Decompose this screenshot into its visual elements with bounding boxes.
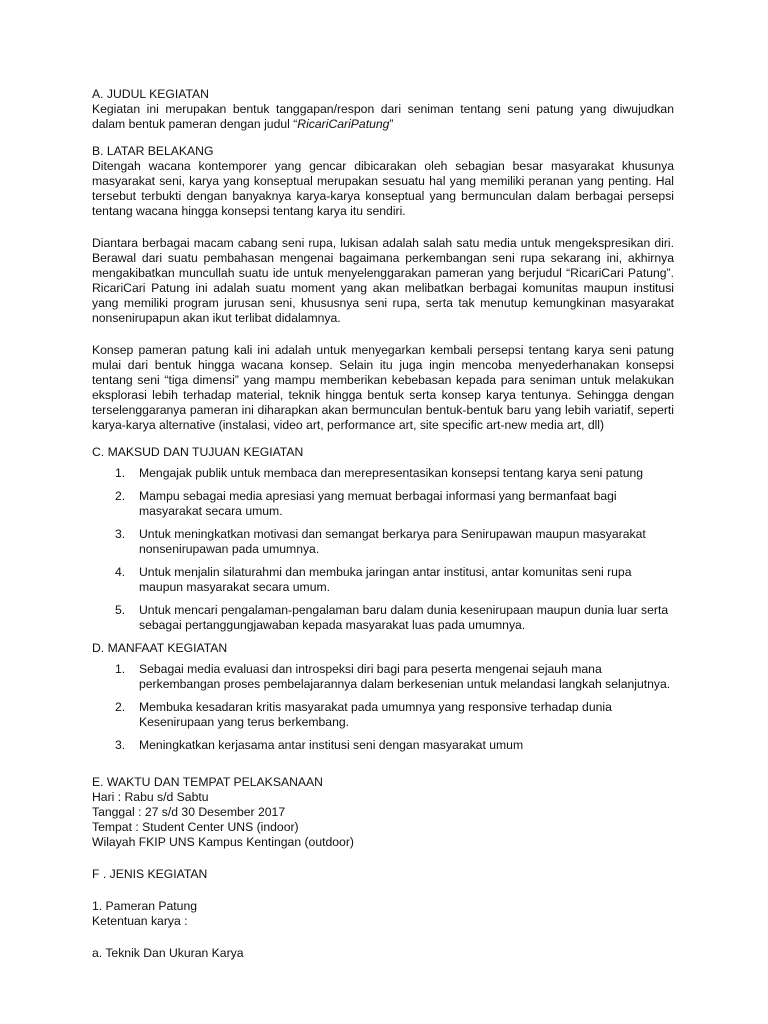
list-item bbox=[92, 700, 674, 730]
list-number: 5. bbox=[115, 603, 126, 617]
list-item bbox=[92, 738, 674, 753]
section-b-paragraph-3: Konsep pameran patung kali ini adalah untuk menyegarkan kembali persepsi tentang karya seni patung mulai dari bentuk hingga wacana konsep. Selain itu juga ingin mencoba menyederhanakan konsepsi tentang seni “tiga dimensi” yang mampu memberikan kebebasan kepada para seniman untuk melakukan eksplorasi lebih terhadap material, teknik hingga bentuk serta konsep karya tentunya. Sehingga dengan terselenggaranya pameran ini diharapkan akan bermunculan bentuk-bentuk baru yang lebih variatif, seperti karya-karya alternative (instalasi, video art, performance art, site specific art-new media art, dll) bbox=[92, 343, 674, 432]
list-number: 2. bbox=[115, 489, 126, 503]
activity-title: 1. Pameran Patung bbox=[92, 899, 198, 913]
activity-sub-a: a. Teknik Dan Ukuran Karya bbox=[92, 946, 244, 960]
list-text: Mengajak publik untuk membaca dan merepresentasikan konsepsi tentang karya seni patung bbox=[139, 466, 644, 480]
section-d-heading: D. MANFAAT KEGIATAN bbox=[92, 641, 228, 655]
list-item bbox=[92, 603, 674, 633]
section-b-heading: B. LATAR BELAKANG bbox=[92, 144, 214, 158]
list-number: 3. bbox=[115, 527, 126, 541]
section-a-text-end: ” bbox=[389, 117, 394, 131]
list-text: Untuk menjalin silaturahmi dan membuka jaringan antar institusi, antar komunitas seni rupa maupun masyarakat secara umum. bbox=[139, 565, 632, 594]
list-number: 2. bbox=[115, 700, 126, 714]
section-b-paragraph-1: Ditengah wacana kontemporer yang gencar dibicarakan oleh sebagian besar masyarakat khusunya masyarakat seni, karya yang konseptual merupakan sesuatu hal yang memiliki peranan yang penting. Hal tersebut terbukti dengan banyaknya karya-karya konseptual yang bermunculan dalam berbagai persepsi tentang wacana hingga konsepsi tentang karya itu sendiri. bbox=[92, 159, 674, 218]
list-number: 1. bbox=[115, 662, 126, 676]
schedule-area: Wilayah FKIP UNS Kampus Kentingan (outdoor) bbox=[92, 835, 354, 849]
section-a-heading: A. JUDUL KEGIATAN bbox=[92, 87, 209, 101]
schedule-place: Tempat : Student Center UNS (indoor) bbox=[92, 820, 299, 834]
list-item bbox=[92, 466, 674, 481]
section-b-paragraph-2: Diantara berbagai macam cabang seni rupa, lukisan adalah salah satu media untuk mengekspresikan diri. Berawal dari suatu pembahasan mengenai bagaimana perkembangan seni rupa sekarang ini, akhirnya mengakibatkan muncullah suatu ide untuk menyelenggarakan pameran yang berjudul “RicariCari Patung”. RicariCari Patung ini adalah suatu moment yang akan melibatkan berbagai komunitas maupun institusi yang memiliki program jurusan seni, khususnya seni rupa, serta tak menutup kemungkinan masyarakat nonsenirupapun akan ikut terlibat didalamnya. bbox=[92, 236, 674, 325]
list-number: 4. bbox=[115, 565, 126, 579]
schedule-date: Tanggal : 27 s/d 30 Desember 2017 bbox=[92, 805, 286, 819]
section-a-paragraph bbox=[92, 102, 674, 132]
exhibition-title: RicariCariPatung bbox=[297, 117, 390, 131]
list-text: Mampu sebagai media apresiasi yang memuat berbagai informasi yang bermanfaat bagi masyarakat secara umum. bbox=[139, 489, 617, 518]
list-item bbox=[92, 565, 674, 595]
list-text: Untuk meningkatkan motivasi dan semangat berkarya para Senirupawan maupun masyarakat nonsenirupawan pada umumnya. bbox=[139, 527, 646, 556]
list-text: Untuk mencari pengalaman-pengalaman baru dalam dunia kesenirupaan maupun dunia luar serta sebagai pertanggungjawaban kepada masyarakat luas pada umumnya. bbox=[139, 603, 669, 632]
list-number: 3. bbox=[115, 738, 126, 752]
list-text: Sebagai media evaluasi dan introspeksi diri bagi para peserta mengenai sejauh mana perkembangan proses pembelajarannya dalam berkesenian untuk melandasi langkah selanjutnya. bbox=[139, 662, 671, 691]
schedule-day: Hari : Rabu s/d Sabtu bbox=[92, 790, 209, 804]
list-item bbox=[92, 662, 674, 692]
section-c-heading: C. MAKSUD DAN TUJUAN KEGIATAN bbox=[92, 445, 304, 459]
objectives-list bbox=[92, 466, 674, 633]
section-f-heading: F . JENIS KEGIATAN bbox=[92, 867, 208, 881]
list-item bbox=[92, 527, 674, 557]
list-text: Membuka kesadaran kritis masyarakat pada umumnya yang responsive terhadap dunia Kesenirupaan yang terus berkembang. bbox=[139, 700, 612, 729]
section-a-text: Kegiatan ini merupakan bentuk tanggapan/respon dari seniman tentang seni patung yang diwujudkan dalam bentuk pameran dengan judul “ bbox=[92, 102, 674, 131]
benefits-list bbox=[92, 662, 674, 753]
section-e-heading: E. WAKTU DAN TEMPAT PELAKSANAAN bbox=[92, 775, 323, 789]
list-item bbox=[92, 489, 674, 519]
activity-subtitle: Ketentuan karya : bbox=[92, 914, 188, 928]
list-number: 1. bbox=[115, 466, 126, 480]
list-text: Meningkatkan kerjasama antar institusi seni dengan masyarakat umum bbox=[139, 738, 524, 752]
